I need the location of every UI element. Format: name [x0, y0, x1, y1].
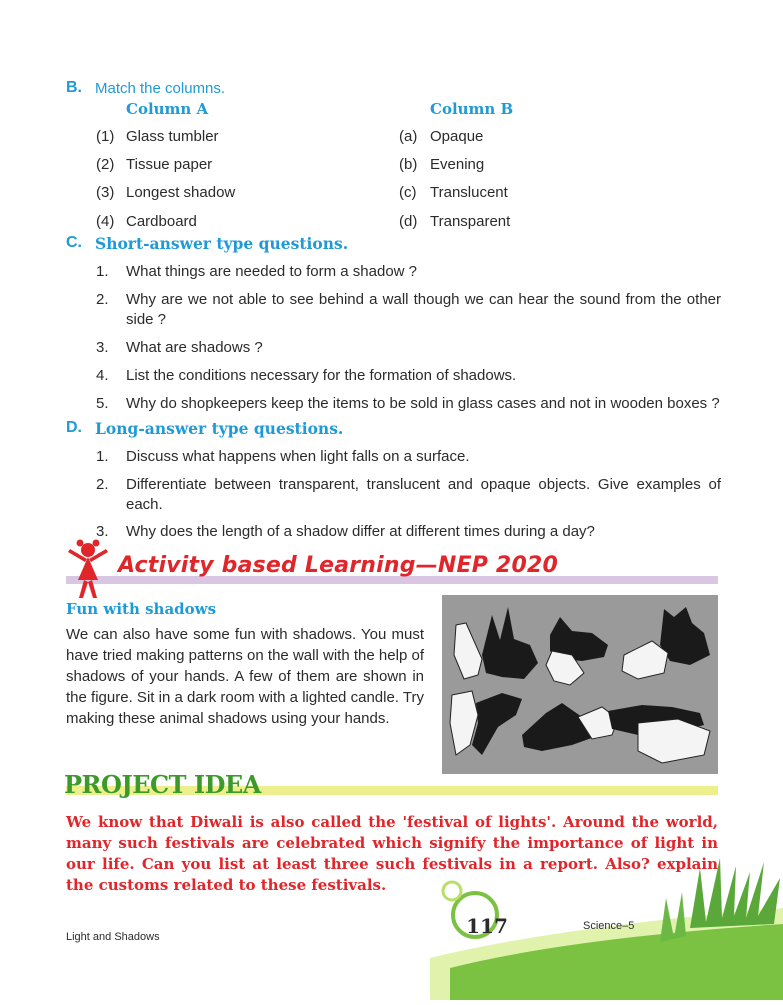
section-c-title: Short-answer type questions. — [95, 234, 349, 253]
question-number: 2. — [96, 291, 109, 308]
match-a-item: Tissue paper — [126, 156, 213, 173]
question-number: 4. — [96, 367, 109, 384]
section-d-title: Long-answer type questions. — [95, 419, 344, 438]
match-a-item: Longest shadow — [126, 184, 236, 201]
question-text: What things are needed to form a shadow ? — [126, 263, 418, 280]
match-b-letter: (d) — [399, 213, 418, 230]
match-a-number: (1) — [96, 128, 115, 145]
section-b-title: Match the columns. — [95, 80, 226, 97]
match-a-number: (3) — [96, 184, 115, 201]
match-b-item: Translucent — [430, 184, 508, 201]
question-text: Why does the length of a shadow differ at different times during a day? — [126, 523, 595, 540]
question-number: 2. — [96, 476, 109, 493]
question-number: 1. — [96, 263, 109, 280]
question-text: List the conditions necessary for the formation of shadows. — [126, 367, 517, 384]
match-a-number: (2) — [96, 156, 115, 173]
question-text: Why are we not able to see behind a wall though we can hear the sound from the other side ? — [126, 291, 721, 328]
match-b-item: Transparent — [430, 213, 511, 230]
chapter-footer: Light and Shadows — [66, 931, 160, 943]
shadow-deer-icon — [454, 607, 538, 679]
section-d-letter: D. — [66, 419, 82, 436]
column-a-heading: Column A — [126, 100, 209, 118]
fun-with-shadows-heading: Fun with shadows — [66, 600, 217, 618]
question-number: 3. — [96, 339, 109, 356]
hand-shadows-figure — [442, 595, 718, 774]
activity-title: Activity based Learning—NEP 2020 — [118, 553, 558, 578]
match-b-letter: (a) — [399, 128, 418, 145]
match-b-item: Opaque — [430, 128, 484, 145]
page-number: 117 — [466, 914, 508, 938]
match-a-number: (4) — [96, 213, 115, 230]
question-text: Differentiate between transparent, translucent and opaque objects. Give examples of each. — [126, 476, 721, 513]
child-figure-icon — [64, 538, 112, 600]
question-text: What are shadows ? — [126, 339, 263, 356]
question-number: 3. — [96, 523, 109, 540]
match-b-letter: (c) — [399, 184, 417, 201]
match-a-item: Glass tumbler — [126, 128, 219, 145]
shadow-crocodile-icon — [522, 703, 618, 751]
match-a-item: Cardboard — [126, 213, 197, 230]
shadow-swan-icon — [608, 705, 710, 763]
section-b-letter: B. — [66, 79, 82, 96]
fun-with-shadows-text: We can also have some fun with shadows. You must have tried making patterns on the wall with the help of shadows of your hands. A few of them are shown in the figure. Sit in a dark room with a lighted candle. Try making these animal shadows using your hands. — [66, 626, 424, 727]
shadow-bird-icon — [450, 691, 522, 755]
column-b-heading: Column B — [430, 100, 514, 118]
question-text: Discuss what happens when light falls on a surface. — [126, 448, 470, 465]
project-idea-title: PROJECT IDEA — [64, 770, 261, 799]
question-number: 1. — [96, 448, 109, 465]
shadow-goat-icon — [622, 607, 710, 679]
match-b-letter: (b) — [399, 156, 418, 173]
project-idea-text: We know that Diwali is also called the 'festival of lights'. Around the world, many such festivals are celebrated which signify the importance of light in our life. Can you list at least three such festivals in a report. Also? explain the customs related to these festivals. — [66, 813, 718, 894]
section-c-letter: C. — [66, 234, 82, 251]
match-b-item: Evening — [430, 156, 485, 173]
question-text: Why do shopkeepers keep the items to be sold in glass cases and not in wooden boxes ? — [126, 395, 720, 412]
book-footer: Science–5 — [583, 920, 635, 932]
shadow-dog-icon — [546, 617, 608, 685]
question-number: 5. — [96, 395, 109, 412]
